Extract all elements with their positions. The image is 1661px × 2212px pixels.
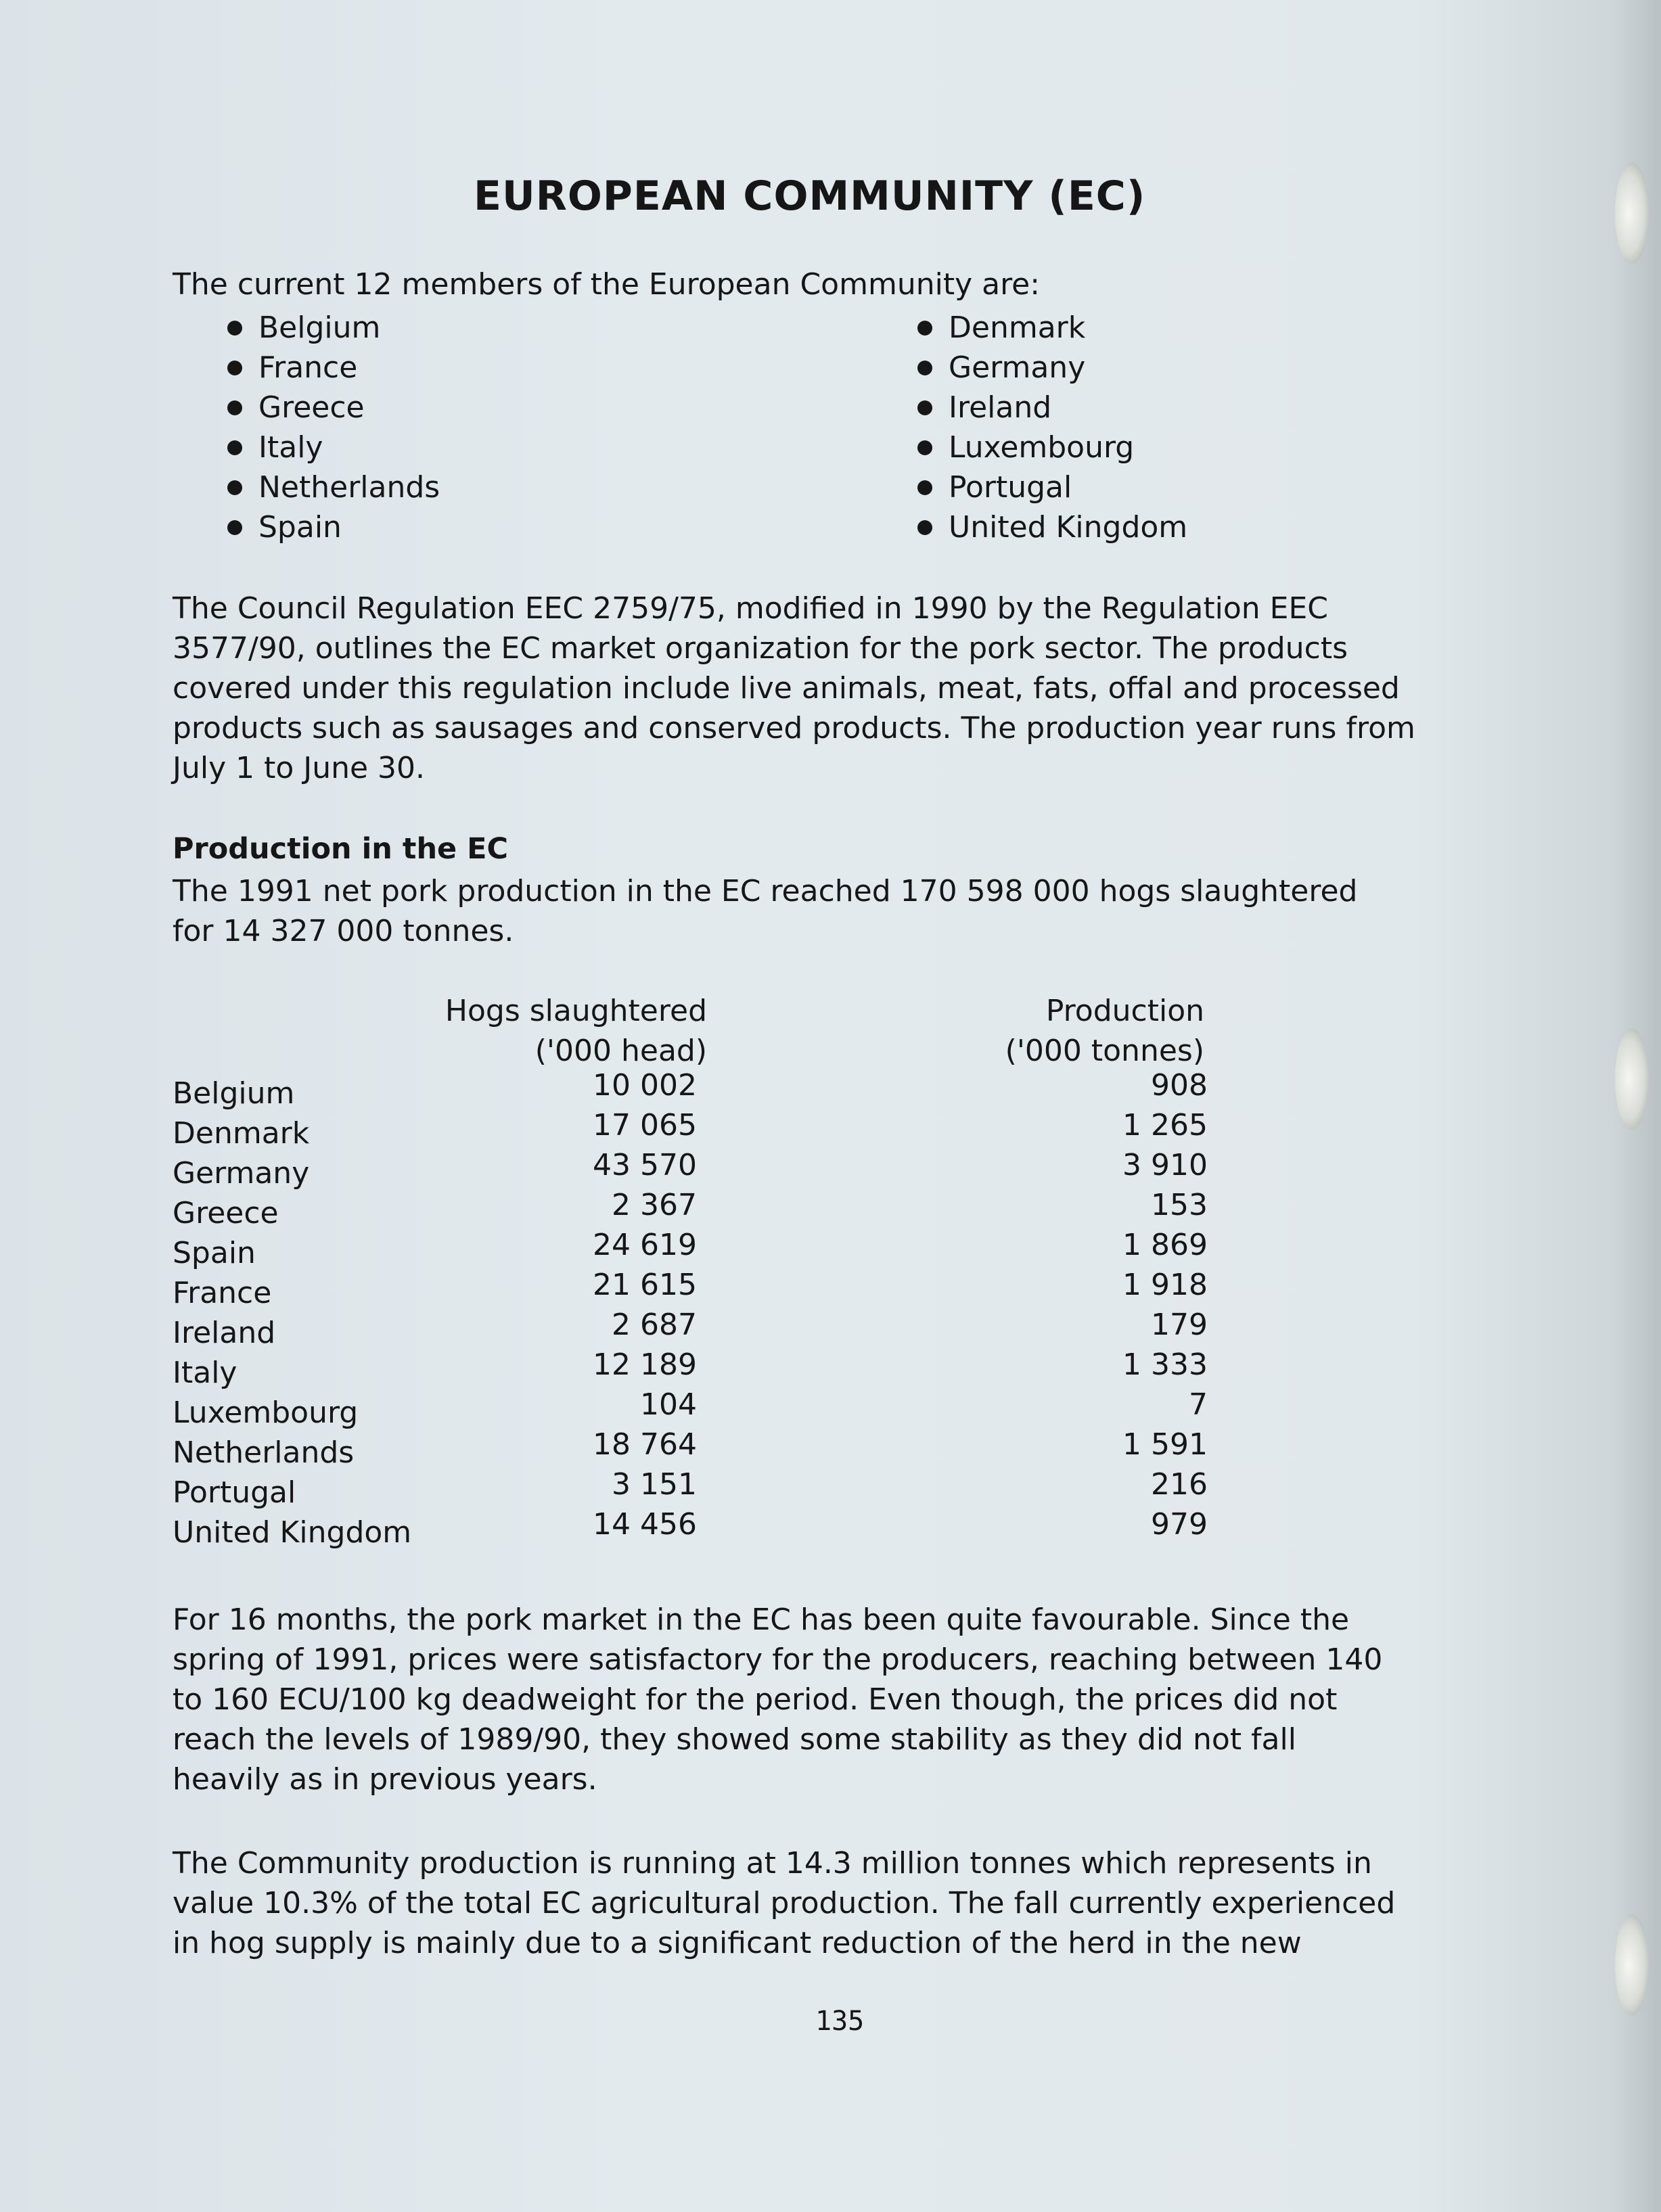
text-line: 3577/90, outlines the EC market organization for the pork sector. The products xyxy=(173,631,1348,666)
country-cell: Belgium xyxy=(173,1076,295,1111)
table-row xyxy=(173,1347,1208,1390)
regulation-paragraph xyxy=(173,589,1532,788)
country-cell: France xyxy=(173,1276,272,1310)
header-line: Hogs slaughtered xyxy=(445,994,707,1028)
hogs-cell: 2 687 xyxy=(612,1308,697,1342)
hogs-cell: 104 xyxy=(640,1387,697,1422)
table-row xyxy=(173,1507,1208,1550)
production-cell: 1 333 xyxy=(1122,1347,1208,1382)
hogs-cell: 2 367 xyxy=(612,1188,697,1222)
text-line: to 160 ECU/100 kg deadweight for the period. Even though, the prices did not xyxy=(173,1682,1338,1717)
table-row xyxy=(173,1467,1208,1510)
table-row xyxy=(173,1387,1208,1430)
country-cell: Luxembourg xyxy=(173,1396,359,1430)
header-line: ('000 head) xyxy=(534,1034,707,1068)
country-cell: Portugal xyxy=(173,1475,296,1510)
hogs-column-header xyxy=(445,991,707,1071)
production-table xyxy=(173,1068,1208,1550)
text-line: in hog supply is mainly due to a significant reduction of the herd in the new xyxy=(173,1926,1302,1960)
binder-hole xyxy=(1615,162,1649,264)
production-heading: Production in the EC xyxy=(173,832,509,866)
text-line: reach the levels of 1989/90, they showed some stability as they did not fall xyxy=(173,1722,1296,1757)
country-cell: Italy xyxy=(173,1356,237,1390)
table-row xyxy=(173,1230,1208,1270)
production-cell: 3 910 xyxy=(1122,1148,1208,1182)
text-line: For 16 months, the pork market in the EC has been quite favourable. Since the xyxy=(173,1603,1350,1637)
country-cell: Germany xyxy=(173,1156,310,1191)
table-row xyxy=(173,1427,1208,1470)
text-line: for 14 327 000 tonnes. xyxy=(173,914,514,948)
production-paragraph xyxy=(173,871,1532,951)
country-cell: United Kingdom xyxy=(173,1515,412,1550)
list-item: Ireland xyxy=(913,388,1187,428)
list-item: Germany xyxy=(913,348,1187,388)
hogs-cell: 18 764 xyxy=(593,1427,697,1462)
country-cell: Spain xyxy=(173,1236,256,1270)
list-item: Belgium xyxy=(223,308,440,348)
text-line: The Community production is running at 14.3 million tonnes which represents in xyxy=(173,1846,1372,1881)
market-paragraph xyxy=(173,1600,1532,1799)
binder-hole xyxy=(1615,1914,1649,2016)
list-item: France xyxy=(223,348,440,388)
production-cell: 1 869 xyxy=(1122,1228,1208,1262)
hogs-cell: 3 151 xyxy=(612,1467,697,1502)
text-line: products such as sausages and conserved products. The production year runs from xyxy=(173,711,1415,745)
list-item: Luxembourg xyxy=(913,428,1187,467)
production-cell: 1 591 xyxy=(1122,1427,1208,1462)
production-cell: 1 918 xyxy=(1122,1268,1208,1302)
production-cell: 179 xyxy=(1151,1308,1208,1342)
country-cell: Greece xyxy=(173,1196,279,1230)
hogs-cell: 43 570 xyxy=(593,1148,697,1182)
table-row xyxy=(173,1068,1208,1111)
header-line: Production xyxy=(1045,994,1204,1028)
production-cell: 216 xyxy=(1151,1467,1208,1502)
table-row xyxy=(173,1270,1208,1310)
production-cell: 908 xyxy=(1151,1068,1208,1103)
page-number: 135 xyxy=(815,2006,865,2037)
members-list-right xyxy=(913,308,1187,547)
hogs-cell: 24 619 xyxy=(593,1228,697,1262)
country-cell: Netherlands xyxy=(173,1435,355,1470)
page-title: EUROPEAN COMMUNITY (EC) xyxy=(474,172,1146,220)
hogs-cell: 17 065 xyxy=(593,1108,697,1143)
hogs-cell: 10 002 xyxy=(593,1068,697,1103)
binder-hole xyxy=(1615,1028,1649,1130)
table-row xyxy=(173,1188,1208,1230)
hogs-cell: 14 456 xyxy=(593,1507,697,1542)
list-item: Denmark xyxy=(913,308,1187,348)
text-line: July 1 to June 30. xyxy=(173,751,426,785)
table-row xyxy=(173,1148,1208,1191)
text-line: spring of 1991, prices were satisfactory for the producers, reaching between 140 xyxy=(173,1642,1383,1677)
production-cell: 153 xyxy=(1151,1188,1208,1222)
list-item: Italy xyxy=(223,428,440,467)
production-column-header xyxy=(1005,991,1204,1071)
text-line: covered under this regulation include live animals, meat, fats, offal and processed xyxy=(173,671,1400,706)
list-item: Spain xyxy=(223,507,440,547)
list-item: Netherlands xyxy=(223,467,440,507)
list-item: Greece xyxy=(223,388,440,428)
country-cell: Denmark xyxy=(173,1116,310,1151)
members-list-left xyxy=(223,308,440,547)
production-cell: 979 xyxy=(1151,1507,1208,1542)
hogs-cell: 21 615 xyxy=(593,1268,697,1302)
text-line: The 1991 net pork production in the EC reached 170 598 000 hogs slaughtered xyxy=(173,874,1358,908)
text-line: heavily as in previous years. xyxy=(173,1762,597,1797)
country-cell: Ireland xyxy=(173,1316,276,1350)
table-row xyxy=(173,1108,1208,1151)
production-cell: 1 265 xyxy=(1122,1108,1208,1143)
header-line: ('000 tonnes) xyxy=(1005,1034,1204,1068)
production-cell: 7 xyxy=(1189,1387,1208,1422)
list-item: Portugal xyxy=(913,467,1187,507)
text-line: value 10.3% of the total EC agricultural production. The fall currently experienced xyxy=(173,1886,1396,1920)
table-row xyxy=(173,1310,1208,1350)
text-line: The Council Regulation EEC 2759/75, modified in 1990 by the Regulation EEC xyxy=(173,591,1328,626)
list-item: United Kingdom xyxy=(913,507,1187,547)
community-paragraph xyxy=(173,1843,1532,1963)
members-intro: The current 12 members of the European Community are: xyxy=(173,267,1041,302)
hogs-cell: 12 189 xyxy=(593,1347,697,1382)
